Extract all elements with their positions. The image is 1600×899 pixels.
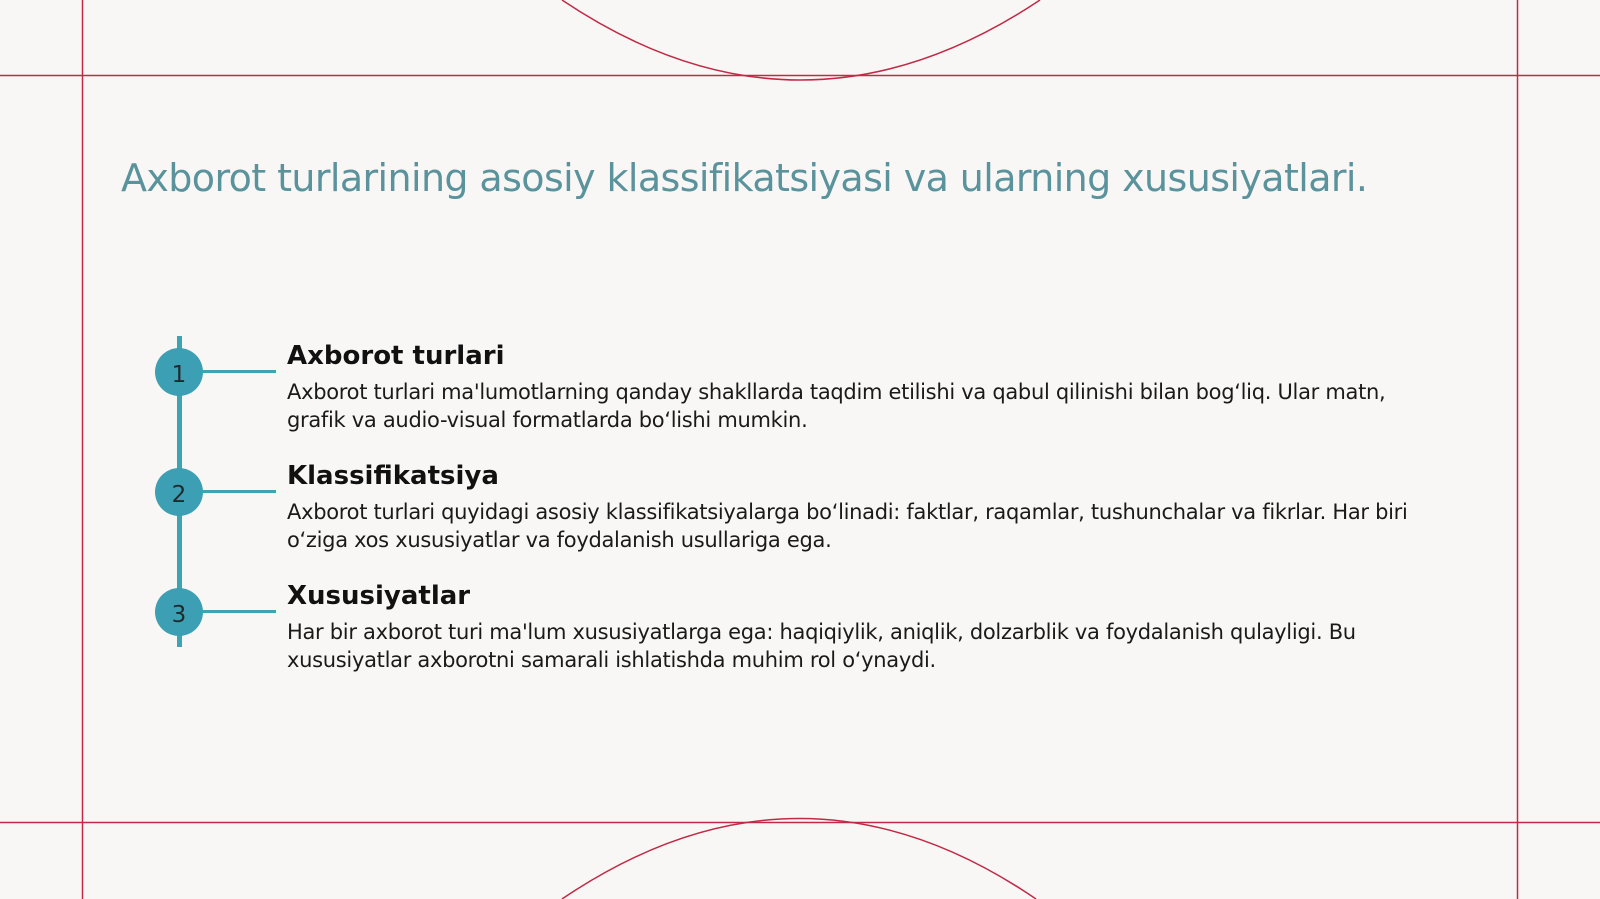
step-description: Axborot turlari ma'lumotlarning qanday shakllarda taqdim etilishi va qabul qilinishi bilan bog‘liq. Ular matn, grafik va audio-visual formatlarda bo‘lishi mumkin. <box>287 380 1386 432</box>
step-number-badge: 1 <box>155 348 203 396</box>
step-title: Xususiyatlar <box>287 581 471 611</box>
step-number-badge: 3 <box>155 588 203 636</box>
step-description: Axborot turlari quyidagi asosiy klassifikatsiyalarga bo‘linadi: faktlar, raqamlar, tushunchalar va fikrlar. Har biri o‘ziga xos xususiyatlar va foydalanish usullariga ega. <box>287 500 1408 552</box>
step-title: Klassifikatsiya <box>287 461 499 491</box>
step-number-badge: 2 <box>155 468 203 516</box>
slide-title: Axborot turlarining asosiy klassifikatsiyasi va ularning xususiyatlari. <box>121 156 1368 200</box>
step-connector <box>203 490 276 493</box>
step-title: Axborot turlari <box>287 341 505 371</box>
step-connector <box>203 370 276 373</box>
step-connector <box>203 610 276 613</box>
step-description: Har bir axborot turi ma'lum xususiyatlarga ega: haqiqiylik, aniqlik, dolzarblik va foydalanish qulayligi. Bu xususiyatlar axborotni samarali ishlatishda muhim rol o‘ynaydi. <box>287 620 1356 672</box>
